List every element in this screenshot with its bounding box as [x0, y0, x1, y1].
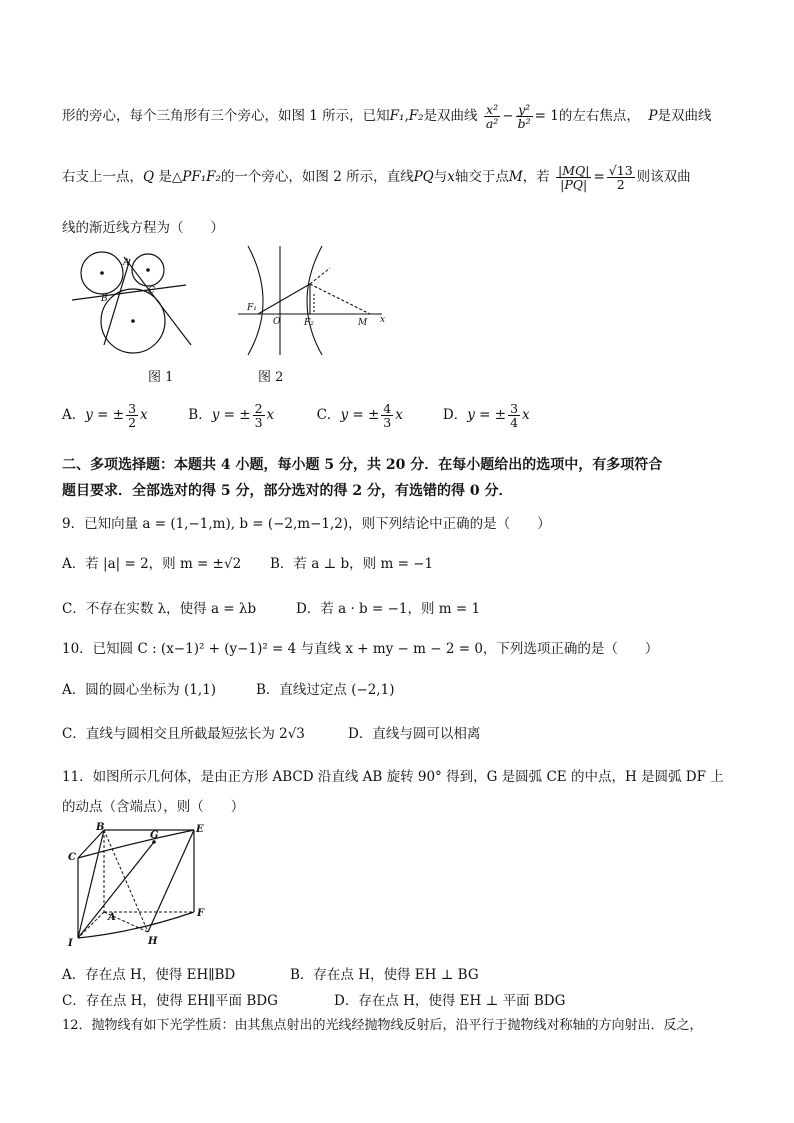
- arc-ce: [78, 830, 194, 858]
- q8-text: 则该双曲: [636, 169, 691, 186]
- q10-stem: 10．已知圆 C : (x−1)² + (y−1)² = 4 与直线 x + my − m − 2 = 0，下列选项正确的是（ ）: [62, 641, 659, 657]
- point-m: M: [508, 169, 523, 186]
- option-fraction: [253, 402, 265, 429]
- frac-num: |MQ|: [557, 163, 590, 178]
- frac-num: √13: [608, 163, 633, 178]
- q8-line-1: [62, 103, 712, 130]
- q11-label-i: I: [68, 938, 73, 949]
- point-p: P: [648, 108, 658, 125]
- option-label: A．: [62, 407, 86, 424]
- q8-option-b[interactable]: [188, 402, 312, 429]
- q8-line-3: 线的渐近线方程为（ ）: [62, 220, 224, 236]
- q11-label-g: G: [150, 830, 159, 841]
- q9-stem: 9．已知向量 a = (1,−1,m), b = (−2,m−1,2)，则下列结论中正确的是（ ）: [62, 516, 551, 532]
- frac-num: x²: [484, 103, 500, 117]
- frac-den: 3: [383, 415, 392, 431]
- option-pre: y = ±: [211, 407, 251, 424]
- segment-eh: [148, 830, 194, 932]
- hyperbola-y-fraction: [516, 103, 533, 130]
- hyperbola-right-branch: [307, 246, 322, 355]
- q11-option-b[interactable]: B．存在点 H，使得 EH ⊥ BG: [290, 967, 479, 983]
- q10-option-b[interactable]: B．直线过定点 (−2,1): [256, 682, 395, 698]
- q11-line-1: 11．如图所示几何体，是由正方形 ABCD 沿直线 AB 旋转 90° 得到，G 是圆弧 CE 的中点，H 是圆弧 DF 上: [62, 769, 724, 785]
- line-ext: [310, 268, 330, 284]
- equals-sign: =: [593, 169, 605, 186]
- q8-text: 是双曲线: [423, 108, 478, 125]
- figure-1-caption: 图 1: [148, 370, 174, 385]
- q8-option-c[interactable]: [317, 402, 439, 429]
- frac-den: b²: [517, 116, 531, 132]
- q8-text: 是双曲线: [657, 108, 712, 125]
- q8-line-2: [62, 164, 691, 191]
- q11-label-f: F: [197, 908, 205, 919]
- frac-den: 4: [510, 415, 519, 431]
- fig2-label-m: M: [358, 318, 368, 328]
- frac-num: y²: [516, 103, 533, 117]
- option-pre: y = ±: [85, 407, 125, 424]
- q11-option-c[interactable]: C．存在点 H，使得 EH∥平面 BDG: [62, 993, 278, 1009]
- fig2-label-f1: F₁: [247, 303, 257, 313]
- frac-num: 3: [510, 401, 519, 416]
- q9-option-b[interactable]: B．若 a ⊥ b，则 m = −1: [270, 556, 434, 572]
- option-post: x: [140, 407, 148, 424]
- q8-text: 形的旁心，每个三角形有三个旁心，如图 1 所示，已知: [62, 108, 390, 125]
- q12-line-1: 12．抛物线有如下光学性质：由其焦点射出的光线经抛物线反射后，沿平行于抛物线对称轴的方向射出．反之，: [62, 1018, 703, 1033]
- fig2-label-f2: F₂: [304, 318, 314, 328]
- line-pm: [310, 284, 370, 314]
- option-post: x: [395, 407, 403, 424]
- point-q: Q: [143, 169, 155, 186]
- q10-option-a[interactable]: A．圆的圆心坐标为 (1,1): [62, 682, 217, 698]
- q8-text: 右支上一点，: [62, 169, 143, 186]
- option-fraction: [508, 402, 520, 429]
- fig1-label-a: A: [123, 258, 130, 268]
- q11-label-h: H: [148, 936, 158, 947]
- frac-den: 2: [616, 177, 625, 193]
- q11-line-2: 的动点（含端点），则（ ）: [62, 799, 245, 815]
- q11-option-a[interactable]: A．存在点 H，使得 EH∥BD: [62, 967, 236, 983]
- frac-den: 3: [254, 415, 263, 431]
- hyperbola-x-fraction: [484, 103, 500, 130]
- option-fraction: [126, 402, 138, 429]
- frac-num: 4: [383, 401, 392, 416]
- minus-sign: −: [502, 108, 514, 125]
- option-label: B．: [188, 407, 212, 424]
- line-pq: PQ: [413, 169, 434, 186]
- q9-option-a[interactable]: A．若 |a| = 2，则 m = ±√2: [62, 556, 242, 572]
- q11-label-b: B: [96, 822, 105, 833]
- frac-den: a²: [485, 116, 499, 132]
- q9-option-c[interactable]: C．不存在实数 λ，使得 a = λb: [62, 601, 257, 617]
- q8-option-a[interactable]: [62, 402, 184, 429]
- sqrt13-fraction: [607, 164, 635, 191]
- option-label: D．: [442, 407, 468, 424]
- q11-label-a: A: [108, 912, 116, 923]
- fig2-label-o: O: [273, 317, 281, 327]
- section-2-line-2: 题目要求．全部选对的得 5 分，部分选对的得 2 分，有选错的得 0 分．: [62, 483, 513, 499]
- q11-label-e: E: [196, 824, 204, 835]
- q11-label-c: C: [68, 852, 76, 863]
- q8-text: 的一个旁心，如图 2 所示，直线: [220, 169, 414, 186]
- triangle: △PF₁F₂: [171, 169, 221, 186]
- q10-option-c[interactable]: C．直线与圆相交且所截最短弦长为 2√3: [62, 726, 305, 742]
- option-pre: y = ±: [467, 407, 507, 424]
- ratio-fraction: [556, 164, 591, 191]
- edge-ai: [78, 912, 104, 938]
- tangent-line-3: [124, 257, 191, 345]
- q8-text: ，若: [522, 169, 550, 186]
- equals-one: = 1: [534, 108, 559, 125]
- q10-option-d[interactable]: D．直线与圆可以相离: [348, 726, 481, 742]
- option-post: x: [266, 407, 275, 424]
- q8-text: 与: [433, 169, 448, 186]
- line-f1p: [258, 284, 310, 314]
- q8-option-d[interactable]: [443, 402, 530, 429]
- option-post: x: [522, 407, 530, 424]
- hyperbola-left-branch: [248, 246, 263, 355]
- frac-num: 2: [254, 401, 263, 416]
- fig1-label-b: B: [101, 294, 108, 304]
- option-label: C．: [316, 407, 341, 424]
- option-pre: y = ±: [340, 407, 380, 424]
- q9-option-d[interactable]: D．若 a · b = −1，则 m = 1: [296, 601, 481, 617]
- x-axis: x: [447, 169, 455, 186]
- q11-option-d[interactable]: D．存在点 H，使得 EH ⊥ 平面 BDG: [334, 993, 566, 1009]
- figure-2: [230, 240, 390, 360]
- q8-text: 是: [158, 169, 172, 186]
- section-2-line-1: 二、多项选择题：本题共 4 小题，每小题 5 分，共 20 分．在每小题给出的选项中，有多项符合: [62, 457, 663, 473]
- frac-den: |PQ|: [560, 177, 588, 193]
- option-fraction: [381, 402, 393, 429]
- frac-den: 2: [128, 415, 137, 431]
- fig1-label-c: C: [148, 286, 155, 296]
- q8-foci: F₁,F₂: [389, 108, 424, 125]
- figure-1: [66, 245, 196, 357]
- q8-options: [62, 402, 530, 429]
- figure-2-caption: 图 2: [258, 370, 284, 385]
- figure-q11: [66, 820, 216, 950]
- q8-text: 轴交于点: [454, 169, 509, 186]
- tangent-line-1: [72, 285, 186, 300]
- fig2-label-x: x: [380, 315, 386, 325]
- frac-num: 3: [128, 401, 137, 416]
- q8-text: 的左右焦点，: [558, 108, 640, 125]
